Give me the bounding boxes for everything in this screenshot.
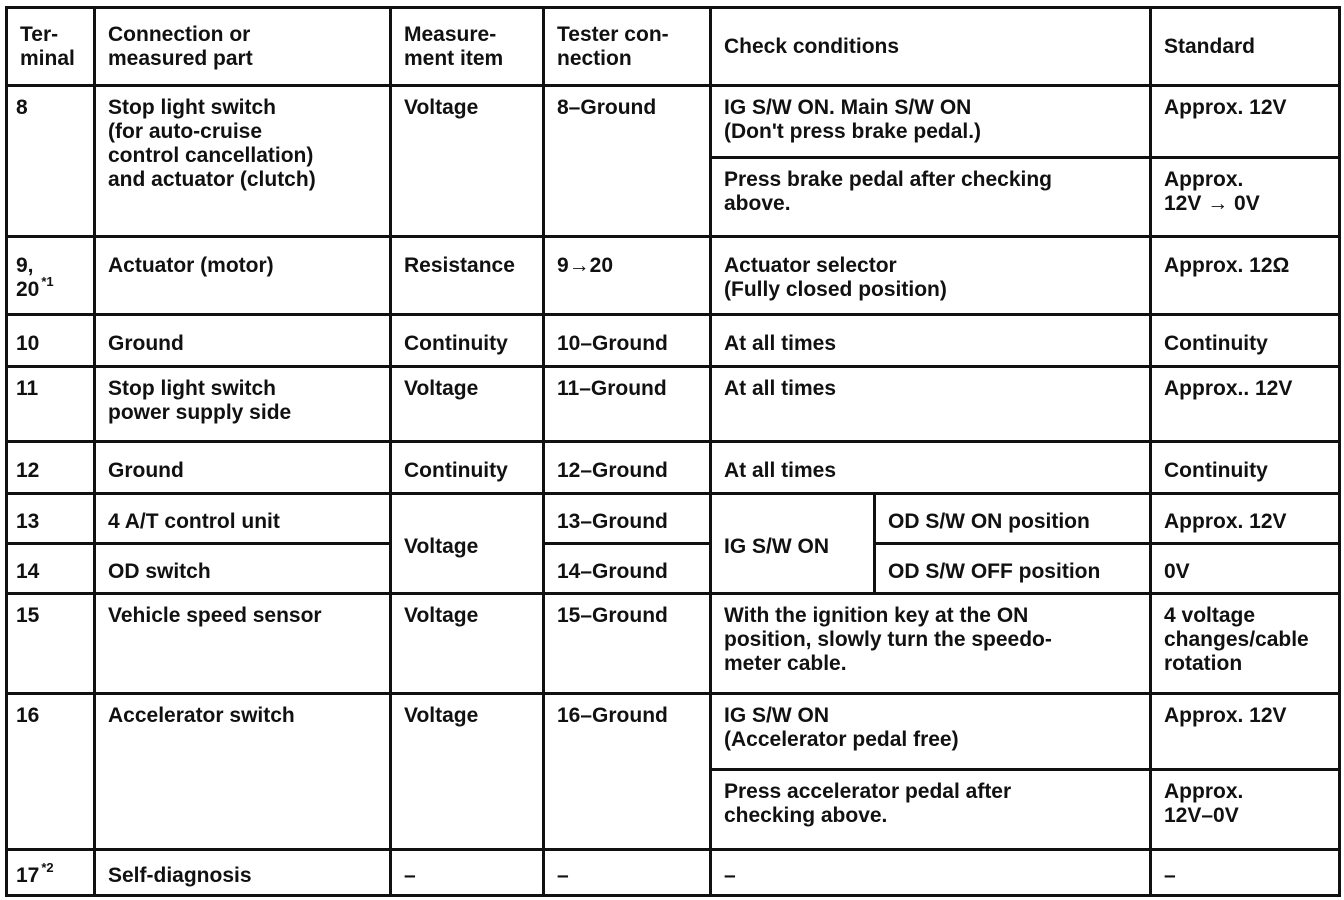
item-cell: Voltage bbox=[391, 494, 544, 594]
terminal-cell: 14 bbox=[7, 544, 95, 594]
condition-cell: At all times bbox=[711, 442, 1151, 494]
terminal-cell: 10 bbox=[7, 315, 95, 367]
condition-cell: Press brake pedal after checking above. bbox=[711, 158, 1151, 237]
terminal-cell bbox=[7, 237, 95, 315]
table-row bbox=[7, 594, 1340, 694]
condition-cell: Press accelerator pedal after checking above. bbox=[711, 770, 1151, 850]
tester-cell: 13–Ground bbox=[544, 494, 711, 544]
terminal-cell: 8 bbox=[7, 86, 95, 237]
condition-cell: Actuator selector (Fully closed position) bbox=[711, 237, 1151, 315]
table-row bbox=[7, 850, 1340, 896]
tester-cell: 10–Ground bbox=[544, 315, 711, 367]
table-row bbox=[7, 367, 1340, 442]
part-cell: Stop light switch (for auto-cruise control cancellation) and actuator (clutch) bbox=[95, 86, 391, 237]
condition-cell: IG S/W ON bbox=[711, 494, 875, 594]
header-tester: Tester con- nection bbox=[544, 8, 711, 86]
header-connection: Connection or measured part bbox=[95, 8, 391, 86]
part-cell: OD switch bbox=[95, 544, 391, 594]
condition-sub-cell: OD S/W OFF position bbox=[875, 544, 1151, 594]
footnote-mark: *1 bbox=[41, 274, 54, 289]
tester-cell: 12–Ground bbox=[544, 442, 711, 494]
item-cell: Continuity bbox=[391, 315, 544, 367]
table-row bbox=[7, 494, 1340, 544]
terminal-number: 17 bbox=[16, 863, 40, 887]
tester-cell: 9→20 bbox=[544, 237, 711, 315]
condition-cell: At all times bbox=[711, 367, 1151, 442]
tester-cell: 14–Ground bbox=[544, 544, 711, 594]
tester-cell: – bbox=[544, 850, 711, 896]
table-row bbox=[7, 544, 1340, 594]
part-cell: Self-diagnosis bbox=[95, 850, 391, 896]
tester-cell: 16–Ground bbox=[544, 694, 711, 850]
standard-cell: Approx. 12V bbox=[1151, 494, 1340, 544]
condition-sub-cell: OD S/W ON position bbox=[875, 494, 1151, 544]
terminal-cell: 12 bbox=[7, 442, 95, 494]
standard-cell: 4 voltage changes/cable rotation bbox=[1151, 594, 1340, 694]
header-row bbox=[7, 8, 1340, 86]
item-cell: Voltage bbox=[391, 594, 544, 694]
header-standard: Standard bbox=[1151, 8, 1340, 86]
part-cell: Actuator (motor) bbox=[95, 237, 391, 315]
tester-cell: 11–Ground bbox=[544, 367, 711, 442]
standard-cell: – bbox=[1151, 850, 1340, 896]
terminal-cell bbox=[7, 850, 95, 896]
condition-cell: IG S/W ON (Accelerator pedal free) bbox=[711, 694, 1151, 770]
condition-cell: With the ignition key at the ON position, slowly turn the speedo- meter cable. bbox=[711, 594, 1151, 694]
item-cell: Voltage bbox=[391, 694, 544, 850]
standard-cell: Continuity bbox=[1151, 442, 1340, 494]
standard-cell: Approx. 12V bbox=[1151, 694, 1340, 770]
table-row bbox=[7, 86, 1340, 158]
terminal-cell: 11 bbox=[7, 367, 95, 442]
part-cell: Stop light switch power supply side bbox=[95, 367, 391, 442]
table-row bbox=[7, 694, 1340, 770]
part-cell: Ground bbox=[95, 442, 391, 494]
part-cell: Accelerator switch bbox=[95, 694, 391, 850]
standard-cell: Approx.. 12V bbox=[1151, 367, 1340, 442]
standard-cell: Continuity bbox=[1151, 315, 1340, 367]
item-cell: Resistance bbox=[391, 237, 544, 315]
condition-cell: At all times bbox=[711, 315, 1151, 367]
table-row bbox=[7, 442, 1340, 494]
standard-cell: Approx. 12V → 0V bbox=[1151, 158, 1340, 237]
standard-cell: Approx. 12Ω bbox=[1151, 237, 1340, 315]
item-cell: – bbox=[391, 850, 544, 896]
terminal-spec-table bbox=[5, 6, 1341, 897]
standard-cell: Approx. 12V bbox=[1151, 86, 1340, 158]
tester-cell: 15–Ground bbox=[544, 594, 711, 694]
table-row bbox=[7, 315, 1340, 367]
terminal-cell: 16 bbox=[7, 694, 95, 850]
terminal-cell: 13 bbox=[7, 494, 95, 544]
item-cell: Continuity bbox=[391, 442, 544, 494]
condition-cell: IG S/W ON. Main S/W ON (Don't press brake pedal.) bbox=[711, 86, 1151, 158]
terminal-cell: 15 bbox=[7, 594, 95, 694]
standard-cell: 0V bbox=[1151, 544, 1340, 594]
item-cell: Voltage bbox=[391, 367, 544, 442]
part-cell: Vehicle speed sensor bbox=[95, 594, 391, 694]
header-terminal: Ter- minal bbox=[7, 8, 95, 86]
item-cell: Voltage bbox=[391, 86, 544, 237]
standard-cell: Approx. 12V–0V bbox=[1151, 770, 1340, 850]
tester-cell: 8–Ground bbox=[544, 86, 711, 237]
footnote-mark: *2 bbox=[41, 859, 54, 875]
terminal-number: 9, 20 bbox=[16, 254, 40, 301]
part-cell: 4 A/T control unit bbox=[95, 494, 391, 544]
condition-cell: – bbox=[711, 850, 1151, 896]
part-cell: Ground bbox=[95, 315, 391, 367]
header-check-conditions: Check conditions bbox=[711, 8, 1151, 86]
header-measurement: Measure- ment item bbox=[391, 8, 544, 86]
table-row bbox=[7, 237, 1340, 315]
